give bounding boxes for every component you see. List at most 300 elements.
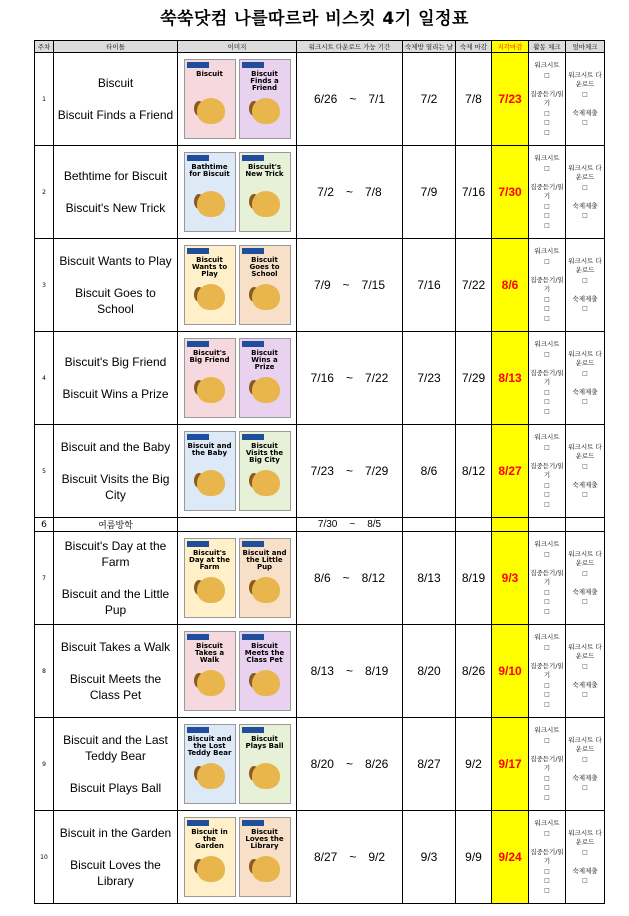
table-row	[35, 146, 605, 239]
homework-open-date: 8/20	[403, 625, 456, 718]
cover-title: Biscuit's New Trick	[245, 163, 284, 178]
homework-close-date: 8/12	[456, 425, 492, 518]
book-cover-2	[239, 152, 291, 232]
download-from: 8/6	[313, 571, 331, 585]
worksheet-label: 워크시트	[534, 247, 560, 255]
mom-homework-label: 숙제제출	[572, 773, 598, 782]
checkbox[interactable]: □	[544, 71, 550, 79]
week-number: 5	[35, 425, 54, 518]
download-from: 7/16	[310, 371, 334, 385]
checkbox[interactable]: □	[544, 295, 550, 303]
cover-title: Biscuit Takes a Walk	[194, 642, 225, 664]
checkbox[interactable]: □	[544, 691, 550, 698]
range-tilde: ~	[349, 519, 356, 530]
checkbox[interactable]: □	[544, 398, 550, 405]
download-to: 7/8	[365, 185, 382, 199]
book-covers	[178, 532, 297, 625]
listen-read-label: 집중듣기/읽기	[530, 275, 564, 293]
book-title-1: Biscuit in the Garden	[59, 826, 172, 840]
activity-check	[529, 532, 566, 625]
book-titles	[54, 718, 178, 811]
checkbox[interactable]: □	[544, 128, 550, 136]
puppy-illustration	[197, 577, 225, 603]
checkbox[interactable]: □	[544, 877, 550, 884]
header-week: 주차	[35, 41, 54, 53]
cover-title: Biscuit's Day at the Farm	[189, 549, 230, 571]
checkbox[interactable]: □	[544, 500, 550, 508]
header-row	[35, 41, 605, 53]
checkbox[interactable]: □	[582, 369, 588, 377]
book-title-2: Biscuit Meets the Class Pet	[69, 672, 162, 702]
book-title-2: Biscuit Goes to School	[75, 286, 156, 316]
puppy-illustration	[252, 191, 280, 217]
i-can-read-badge	[242, 434, 264, 440]
book-titles	[54, 625, 178, 718]
activity-check	[529, 332, 566, 425]
checkbox[interactable]: □	[544, 598, 550, 605]
book-title-2: Biscuit's New Trick	[65, 201, 166, 215]
book-cover-1	[184, 724, 236, 804]
checkbox[interactable]: □	[544, 221, 550, 229]
checkbox[interactable]: □	[544, 314, 550, 322]
homework-close-date: 9/9	[456, 811, 492, 904]
download-period	[297, 239, 403, 332]
book-covers	[178, 811, 297, 904]
puppy-illustration	[252, 98, 280, 124]
download-from: 7/23	[310, 464, 334, 478]
mom-check	[566, 239, 605, 332]
page-title: 쑥쑥닷컴 나를따르라 비스킷 4기 일정표	[160, 9, 469, 29]
week-number: 8	[35, 625, 54, 718]
checkbox[interactable]: □	[544, 443, 550, 451]
i-can-read-badge	[242, 820, 264, 826]
book-covers	[178, 146, 297, 239]
week-number: 9	[35, 718, 54, 811]
checkbox[interactable]: □	[582, 183, 588, 191]
cover-title: Biscuit Goes to School	[249, 256, 280, 278]
header-activity: 활동 체크	[529, 41, 566, 53]
download-to: 7/29	[365, 464, 389, 478]
download-period	[297, 53, 403, 146]
header-title: 타이틀	[54, 41, 178, 53]
range-tilde: ~	[349, 92, 357, 106]
book-cover-1	[184, 152, 236, 232]
mom-homework-label: 숙제제출	[572, 387, 598, 396]
late-deadline: 9/17	[492, 718, 529, 811]
download-from: 7/9	[313, 278, 331, 292]
download-period	[297, 332, 403, 425]
download-to: 7/22	[365, 371, 389, 385]
book-title-1: Biscuit	[97, 76, 134, 90]
puppy-illustration	[197, 763, 225, 789]
header-image: 이미지	[178, 41, 297, 53]
checkbox[interactable]: □	[544, 164, 550, 172]
vacation-row	[35, 518, 605, 532]
checkbox[interactable]: □	[544, 736, 550, 744]
cover-title: Biscuit in the Garden	[191, 828, 228, 850]
range-tilde: ~	[345, 664, 353, 678]
cover-title: Biscuit and the Lost Teddy Bear	[187, 735, 232, 757]
mom-worksheet-label: 워크시트 다운로드	[568, 70, 602, 88]
puppy-illustration	[197, 284, 225, 310]
checkbox[interactable]: □	[544, 700, 550, 708]
download-period	[297, 518, 403, 532]
week-number: 1	[35, 53, 54, 146]
book-titles	[54, 239, 178, 332]
listen-read-label: 집중듣기/읽기	[530, 368, 564, 386]
listen-read-label: 집중듣기/읽기	[530, 182, 564, 200]
download-period	[297, 625, 403, 718]
homework-close-date: 7/8	[456, 53, 492, 146]
cover-title: Bathtime for Biscuit	[189, 163, 230, 178]
header-download: 워크시트 다운로드 가능 기간	[297, 41, 403, 53]
i-can-read-badge	[187, 434, 209, 440]
homework-close-date: 7/22	[456, 239, 492, 332]
checkbox[interactable]: □	[582, 119, 588, 126]
homework-close-date: 8/19	[456, 532, 492, 625]
i-can-read-badge	[187, 541, 209, 547]
mom-worksheet-label: 워크시트 다운로드	[568, 828, 602, 846]
homework-open-date: 9/3	[403, 811, 456, 904]
checkbox[interactable]: □	[544, 774, 550, 782]
range-tilde: ~	[349, 850, 357, 864]
worksheet-label: 워크시트	[534, 819, 560, 827]
week-number: 3	[35, 239, 54, 332]
checkbox[interactable]: □	[544, 350, 550, 358]
book-title-1: Bethtime for Biscuit	[63, 169, 168, 183]
book-cover-2	[239, 538, 291, 618]
checkbox[interactable]: □	[582, 569, 588, 577]
book-title-1: Biscuit Wants to Play	[59, 254, 172, 268]
schedule-table	[34, 40, 605, 904]
checkbox[interactable]: □	[582, 662, 588, 670]
cover-title: Biscuit and the Little Pup	[242, 549, 287, 571]
late-deadline: 8/6	[492, 239, 529, 332]
late-deadline: 7/30	[492, 146, 529, 239]
range-tilde: ~	[342, 571, 350, 585]
mom-homework-label: 숙제제출	[572, 866, 598, 875]
checkbox[interactable]: □	[544, 829, 550, 837]
homework-open-date: 8/13	[403, 532, 456, 625]
download-from: 8/13	[310, 664, 334, 678]
mom-homework-label: 숙제제출	[572, 201, 598, 210]
cover-title: Biscuit	[196, 70, 223, 78]
table-row	[35, 811, 605, 904]
i-can-read-badge	[187, 155, 209, 161]
i-can-read-badge	[187, 341, 209, 347]
book-title-1: Biscuit's Big Friend	[64, 355, 167, 369]
checkbox[interactable]: □	[544, 119, 550, 126]
checkbox[interactable]: □	[544, 886, 550, 894]
checkbox[interactable]: □	[582, 877, 588, 884]
i-can-read-badge	[242, 634, 264, 640]
checkbox[interactable]: □	[544, 212, 550, 219]
book-titles	[54, 532, 178, 625]
book-title-2: Biscuit Finds a Friend	[57, 108, 174, 122]
download-from: 7/30	[317, 519, 338, 530]
book-cover-2	[239, 245, 291, 325]
book-title-1: Biscuit and the Baby	[60, 440, 171, 454]
table-row	[35, 332, 605, 425]
checkbox[interactable]: □	[582, 90, 588, 98]
checkbox[interactable]: □	[544, 491, 550, 498]
cover-title: Biscuit and the Baby	[187, 442, 232, 457]
activity-check	[529, 425, 566, 518]
range-tilde: ~	[345, 371, 353, 385]
download-period	[297, 146, 403, 239]
worksheet-label: 워크시트	[534, 61, 560, 69]
mom-worksheet-label: 워크시트 다운로드	[568, 349, 602, 367]
activity-check	[529, 718, 566, 811]
book-title-2: Biscuit Visits the Big City	[61, 472, 170, 502]
book-titles	[54, 332, 178, 425]
homework-open-date: 8/27	[403, 718, 456, 811]
puppy-illustration	[252, 284, 280, 310]
worksheet-label: 워크시트	[534, 433, 560, 441]
header-hw-close: 숙제 마감	[456, 41, 492, 53]
late-deadline: 8/13	[492, 332, 529, 425]
late-deadline: 9/24	[492, 811, 529, 904]
checkbox[interactable]: □	[544, 784, 550, 791]
puppy-illustration	[197, 191, 225, 217]
activity-check	[529, 53, 566, 146]
book-covers	[178, 53, 297, 146]
listen-read-label: 집중듣기/읽기	[530, 661, 564, 679]
checkbox[interactable]: □	[544, 305, 550, 312]
checkbox[interactable]: □	[544, 681, 550, 689]
range-tilde: ~	[345, 185, 353, 199]
checkbox[interactable]: □	[582, 848, 588, 856]
checkbox[interactable]: □	[582, 212, 588, 219]
mom-check	[566, 718, 605, 811]
mom-check	[566, 811, 605, 904]
table-row	[35, 425, 605, 518]
checkbox[interactable]: □	[544, 257, 550, 265]
download-to: 8/12	[361, 571, 386, 585]
week-number: 7	[35, 532, 54, 625]
mom-check	[566, 146, 605, 239]
i-can-read-badge	[242, 541, 264, 547]
download-from: 8/27	[313, 850, 338, 864]
book-cover-2	[239, 338, 291, 418]
checkbox[interactable]: □	[582, 276, 588, 284]
activity-check	[529, 811, 566, 904]
cover-title: Biscuit Wants to Play	[191, 256, 228, 278]
book-title-1: Biscuit Takes a Walk	[60, 640, 171, 654]
puppy-illustration	[252, 377, 280, 403]
late-deadline: 9/10	[492, 625, 529, 718]
listen-read-label: 집중듣기/읽기	[530, 89, 564, 107]
i-can-read-badge	[242, 248, 264, 254]
i-can-read-badge	[242, 155, 264, 161]
worksheet-label: 워크시트	[534, 726, 560, 734]
homework-close-date: 7/16	[456, 146, 492, 239]
book-title-2: Biscuit Wins a Prize	[62, 387, 169, 401]
book-cover-1	[184, 338, 236, 418]
mom-worksheet-label: 워크시트 다운로드	[568, 163, 602, 181]
checkbox[interactable]: □	[582, 462, 588, 470]
late-deadline: 8/27	[492, 425, 529, 518]
worksheet-label: 워크시트	[534, 633, 560, 641]
mom-worksheet-label: 워크시트 다운로드	[568, 442, 602, 460]
mom-homework-label: 숙제제출	[572, 108, 598, 117]
book-title-1: Biscuit's Day at the Farm	[64, 539, 167, 569]
book-cover-1	[184, 817, 236, 897]
puppy-illustration	[197, 98, 225, 124]
book-cover-1	[184, 631, 236, 711]
puppy-illustration	[197, 856, 225, 882]
mom-homework-label: 숙제제출	[572, 587, 598, 596]
checkbox[interactable]: □	[582, 305, 588, 312]
mom-check	[566, 332, 605, 425]
range-tilde: ~	[342, 278, 350, 292]
checkbox[interactable]: □	[544, 793, 550, 801]
mom-worksheet-label: 워크시트 다운로드	[568, 549, 602, 567]
puppy-illustration	[197, 377, 225, 403]
homework-close-date: 7/29	[456, 332, 492, 425]
listen-read-label: 집중듣기/읽기	[530, 847, 564, 865]
book-cover-2	[239, 724, 291, 804]
checkbox[interactable]: □	[544, 550, 550, 558]
download-from: 6/26	[313, 92, 338, 106]
download-to: 7/15	[361, 278, 386, 292]
worksheet-label: 워크시트	[534, 154, 560, 162]
checkbox[interactable]: □	[544, 588, 550, 596]
download-to: 8/19	[365, 664, 389, 678]
checkbox[interactable]: □	[544, 643, 550, 651]
book-covers	[178, 332, 297, 425]
book-title-2: Biscuit and the Little Pup	[61, 587, 170, 617]
checkbox[interactable]: □	[544, 388, 550, 396]
download-to: 7/1	[368, 92, 386, 106]
puppy-illustration	[252, 577, 280, 603]
i-can-read-badge	[187, 634, 209, 640]
book-cover-1	[184, 538, 236, 618]
book-cover-1	[184, 245, 236, 325]
download-period	[297, 718, 403, 811]
mom-homework-label: 숙제제출	[572, 680, 598, 689]
cover-title: Biscuit Meets the Class Pet	[244, 642, 285, 664]
download-period	[297, 425, 403, 518]
checkbox[interactable]: □	[544, 202, 550, 210]
late-deadline: 9/3	[492, 532, 529, 625]
checkbox[interactable]: □	[582, 398, 588, 405]
download-to: 8/26	[365, 757, 389, 771]
activity-check	[529, 625, 566, 718]
book-titles	[54, 425, 178, 518]
mom-homework-label: 숙제제출	[572, 480, 598, 489]
cover-title: Biscuit Visits the Big City	[245, 442, 284, 464]
puppy-illustration	[197, 670, 225, 696]
checkbox[interactable]: □	[582, 784, 588, 791]
week-number: 10	[35, 811, 54, 904]
cover-title: Biscuit Loves the Library	[245, 828, 284, 850]
homework-open-date: 7/16	[403, 239, 456, 332]
download-from: 8/20	[310, 757, 334, 771]
book-cover-2	[239, 817, 291, 897]
week-number: 4	[35, 332, 54, 425]
header-late: 지각마감	[492, 41, 529, 53]
mom-worksheet-label: 워크시트 다운로드	[568, 642, 602, 660]
mom-worksheet-label: 워크시트 다운로드	[568, 256, 602, 274]
cover-title: Biscuit Finds a Friend	[250, 70, 279, 92]
book-cover-1	[184, 59, 236, 139]
homework-close-date: 9/2	[456, 718, 492, 811]
puppy-illustration	[252, 763, 280, 789]
book-cover-2	[239, 631, 291, 711]
book-titles	[54, 811, 178, 904]
book-title-2: Biscuit Plays Ball	[69, 781, 162, 795]
book-title-2: Biscuit Loves the Library	[70, 858, 161, 888]
table-row	[35, 625, 605, 718]
listen-read-label: 집중듣기/읽기	[530, 461, 564, 479]
vacation-label: 여름방학	[54, 518, 178, 532]
checkbox[interactable]: □	[544, 607, 550, 615]
table-row	[35, 53, 605, 146]
checkbox[interactable]: □	[582, 598, 588, 605]
book-covers	[178, 718, 297, 811]
download-to: 8/5	[367, 519, 382, 530]
range-tilde: ~	[345, 464, 353, 478]
mom-homework-label: 숙제제출	[572, 294, 598, 303]
i-can-read-badge	[242, 62, 264, 68]
mom-check	[566, 532, 605, 625]
table-row	[35, 532, 605, 625]
header-hw-open: 숙제방 열리는 날	[403, 41, 456, 53]
table-row	[35, 718, 605, 811]
puppy-illustration	[252, 470, 280, 496]
puppy-illustration	[252, 670, 280, 696]
week-number: 2	[35, 146, 54, 239]
cover-title: Biscuit Plays Ball	[245, 735, 284, 750]
range-tilde: ~	[345, 757, 353, 771]
checkbox[interactable]: □	[582, 491, 588, 498]
book-covers	[178, 425, 297, 518]
checkbox[interactable]: □	[544, 407, 550, 415]
mom-worksheet-label: 워크시트 다운로드	[568, 735, 602, 753]
i-can-read-badge	[187, 248, 209, 254]
puppy-illustration	[197, 470, 225, 496]
table-row	[35, 239, 605, 332]
checkbox[interactable]: □	[544, 481, 550, 489]
checkbox[interactable]: □	[582, 691, 588, 698]
checkbox[interactable]: □	[544, 867, 550, 875]
homework-open-date: 7/9	[403, 146, 456, 239]
mom-check	[566, 53, 605, 146]
worksheet-label: 워크시트	[534, 540, 560, 548]
checkbox[interactable]: □	[582, 755, 588, 763]
worksheet-label: 워크시트	[534, 340, 560, 348]
book-titles	[54, 53, 178, 146]
activity-check	[529, 239, 566, 332]
book-covers	[178, 239, 297, 332]
mom-check	[566, 425, 605, 518]
homework-close-date: 8/26	[456, 625, 492, 718]
cover-title: Biscuit Wins a Prize	[251, 349, 278, 371]
checkbox[interactable]: □	[544, 109, 550, 117]
book-cover-1	[184, 431, 236, 511]
homework-open-date: 8/6	[403, 425, 456, 518]
activity-check	[529, 146, 566, 239]
homework-open-date: 7/23	[403, 332, 456, 425]
late-deadline: 7/23	[492, 53, 529, 146]
i-can-read-badge	[242, 341, 264, 347]
i-can-read-badge	[187, 820, 209, 826]
i-can-read-badge	[187, 62, 209, 68]
week-number: 6	[35, 518, 54, 532]
i-can-read-badge	[187, 727, 209, 733]
listen-read-label: 집중듣기/읽기	[530, 568, 564, 586]
